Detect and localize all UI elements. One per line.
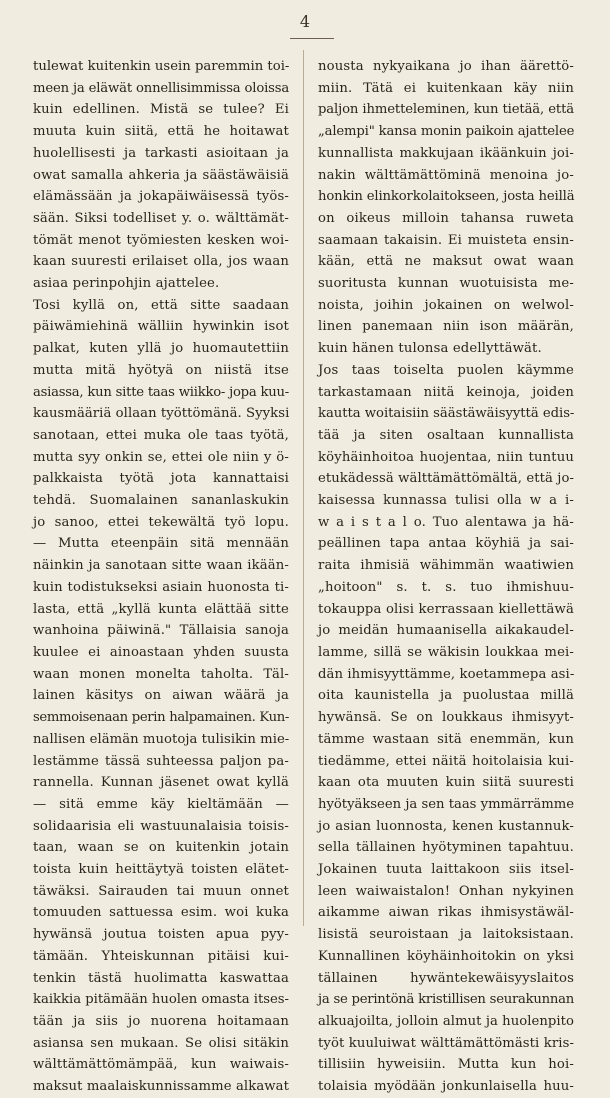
text-line: kaan ota muuten kuin siitä suuresti	[318, 775, 574, 791]
text-line: kaisessa kunnassa tulisi olla w a i-	[318, 493, 574, 509]
text-line: „alempi" kansa monin paikoin ajattelee	[318, 124, 575, 140]
text-line: kuin hänen tulonsa edellyttäwät.	[318, 341, 542, 357]
text-line: dän ihmisyyttämme, koetammepa asi-	[318, 666, 575, 682]
text-line: wanhoina päiwinä." Tällaisia sanoja	[33, 623, 289, 639]
text-line: mutta mitä hyötyä on niistä itse	[33, 362, 289, 378]
text-line: linen panemaan niin ison määrän,	[318, 319, 574, 335]
text-line: asiassa, kun sitte taas wiikko- jopa kuu-	[33, 384, 289, 400]
text-line: hywänsä joutua toisten apua pyy-	[33, 927, 289, 943]
text-line: tarkastamaan niitä keinoja, joiden	[318, 384, 574, 400]
text-line: tämään. Yhteiskunnan pitäisi kui-	[33, 948, 289, 964]
text-line: waan monen monelta taholta. Täl-	[33, 666, 289, 682]
text-line: lestämme tässä suhteessa paljon pa-	[33, 753, 289, 769]
text-line: kään, että ne maksut owat waan	[318, 254, 574, 270]
text-line: raita ihmisiä wähimmän waatiwien	[318, 558, 574, 574]
text-line: alkuajoilta, jolloin almut ja huolenpito	[318, 1013, 574, 1029]
text-line: saamaan takaisin. Ei muisteta ensin-	[318, 232, 574, 248]
text-line: kaikkia pitämään huolen omasta itses-	[33, 992, 289, 1008]
text-line: tolaisia myödään jonkunlaisella huu-	[318, 1079, 574, 1095]
page-number: 4	[299, 12, 311, 31]
text-line: leen waiwaistalon! Onhan nykyinen	[318, 883, 574, 899]
text-line: maksut maalaiskunnissamme alkawat	[33, 1079, 289, 1095]
text-line: nousta nykyaikana jo ihan äärettö-	[318, 59, 574, 74]
right-column	[318, 56, 574, 1098]
text-line: hyötyäkseen ja sen taas ymmärrämme	[318, 796, 574, 812]
text-line: asiaa perinpohjin ajattelee.	[33, 276, 220, 292]
text-line: nallisen elämän muotoja tulisikin mie-	[33, 731, 290, 747]
text-line: jo sanoo, ettei tekewältä työ lopu.	[33, 514, 289, 530]
text-line: miin. Tätä ei kuitenkaan käy niin	[318, 80, 574, 96]
text-line: täwäksi. Sairauden tai muun onnet	[33, 883, 289, 899]
text-line: taan, waan se on kuitenkin jotain	[33, 840, 289, 856]
text-line: köyhäinhoitoa huojentaa, niin tuntuu	[318, 449, 574, 465]
text-line: tehdä. Suomalainen sananlaskukin	[33, 493, 289, 509]
text-line: tomuuden sattuessa esim. woi kuka	[33, 905, 289, 921]
text-line: meen ja eläwät onnellisimmissa oloissa	[33, 80, 290, 96]
column-divider	[303, 50, 304, 926]
text-line: ja se perintönä kristillisen seurakunnan	[318, 992, 574, 1008]
text-line: tenkin tästä huolimatta kaswattaa	[33, 970, 289, 986]
text-line: kunnallista makkujaan ikäänkuin joi-	[318, 145, 574, 161]
text-line: sanotaan, ettei muka ole taas työtä,	[33, 427, 289, 443]
text-line: tämme wastaan sitä enemmän, kun	[318, 731, 574, 747]
text-line: „hoitoon" s. t. s. tuo ihmishuu-	[318, 579, 574, 595]
text-line: — sitä emme käy kieltämään —	[33, 796, 289, 812]
text-line: suoritusta kunnan wuotuisista me-	[318, 276, 574, 292]
text-line: näinkin ja sanotaan sitte waan ikään-	[33, 558, 289, 574]
text-line: päiwämiehinä wälliin hywinkin isot	[33, 319, 289, 335]
text-line: sään. Siksi todelliset y. o. wälttämät-	[33, 210, 289, 226]
text-line: wälttämättömämpää, kun waiwais-	[33, 1057, 289, 1073]
text-line: nakin wälttämättöminä menoina jo-	[318, 167, 574, 183]
text-line: honkin elinkorkolaitokseen, josta heillä	[318, 189, 575, 205]
text-line: noista, joihin jokainen on welwol-	[318, 297, 574, 313]
text-line: tokauppa olisi kerrassaan kiellettäwä	[318, 601, 574, 617]
text-line: aikamme aiwan rikas ihmisystäwäl-	[318, 905, 574, 921]
text-line: jo meidän humaanisella aikakaudel-	[318, 623, 574, 639]
text-line: tiedämme, ettei näitä hoitolaisia kui-	[318, 753, 574, 769]
text-line: tillisiin hyweisiin. Mutta kun hoi-	[318, 1057, 574, 1073]
text-line: lamme, sillä se wäkisin loukkaa mei-	[318, 644, 574, 660]
text-line: Jokainen tuuta laittakoon siis itsel-	[318, 862, 574, 878]
text-line: palkat, kuten yllä jo huomautettiin	[33, 341, 289, 357]
header-rule	[290, 38, 334, 39]
text-line: tään ja siis jo nuorena hoitamaan	[33, 1013, 289, 1029]
text-line: kuulee ei ainoastaan yhden suusta	[33, 644, 289, 660]
text-line: sella tällainen hyötyminen tapahtuu.	[318, 840, 574, 856]
text-line: lisistä seuroistaan ja laitoksistaan.	[318, 927, 574, 943]
text-line: kuin edellinen. Mistä se tulee? Ei	[33, 102, 289, 118]
text-line: kausmääriä ollaan työttömänä. Syyksi	[33, 406, 290, 422]
text-line: muuta kuin siitä, että he hoitawat	[33, 124, 289, 140]
text-line: semmoisenaan perin halpamainen. Kun-	[33, 710, 289, 726]
text-line: palkkaista työtä jota kannattaisi	[33, 471, 289, 487]
text-line: asiansa sen mukaan. Se olisi sitäkin	[33, 1035, 289, 1051]
text-line: kautta woitaisiin säästäwäisyyttä edis-	[318, 406, 575, 422]
text-line: w a i s t a l o. Tuo alentawa ja hä-	[318, 514, 574, 530]
text-line: tää ja siten osaltaan kunnallista	[318, 427, 574, 443]
text-line: lainen käsitys on aiwan wäärä ja	[33, 688, 289, 704]
text-line: toista kuin heittäytyä toisten elätet-	[33, 862, 289, 878]
text-line: owat samalla ahkeria ja säästäwäisiä	[33, 167, 289, 183]
text-line: lasta, että „kyllä kunta elättää sitte	[33, 601, 289, 617]
text-line: mutta syy onkin se, ettei ole niin y ö-	[33, 449, 289, 465]
text-line: tulewat kuitenkin usein paremmin toi-	[33, 59, 290, 74]
text-line: peällinen tapa antaa köyhiä ja sai-	[318, 536, 574, 552]
text-line: elämässään ja jokapäiwäisessä työs-	[33, 189, 289, 205]
text-line: — Mutta eteenpäin sitä mennään	[33, 536, 289, 552]
text-line: tällainen hywäntekewäisyyslaitos	[318, 970, 574, 986]
text-line: rannella. Kunnan jäsenet owat kyllä	[33, 775, 289, 791]
text-line: paljon ihmetteleminen, kun tietää, että	[318, 102, 574, 118]
text-line: etukädessä wälttämättömältä, että jo-	[318, 471, 574, 487]
text-line: on oikeus milloin tahansa ruweta	[318, 210, 574, 226]
text-line: Jos taas toiselta puolen käymme	[318, 362, 574, 378]
text-line: tömät menot työmiesten kesken woi-	[33, 232, 289, 248]
text-line: oita kaunistella ja puolustaa millä	[318, 688, 574, 704]
text-line: työt kuuluiwat wälttämättömästi kris-	[318, 1035, 574, 1051]
text-line: kaan suuresti erilaiset olla, jos waan	[33, 254, 289, 270]
text-line: hywänsä. Se on loukkaus ihmisyyt-	[318, 710, 574, 726]
text-line: jo asian luonnosta, kenen kustannuk-	[318, 818, 574, 834]
text-line: Kunnallinen köyhäinhoitokin on yksi	[318, 948, 574, 964]
text-line: solidaarisia eli wastuunalaisia toisis-	[33, 818, 289, 834]
text-line: huolellisesti ja tarkasti asioitaan ja	[33, 145, 289, 161]
text-line: Tosi kyllä on, että sitte saadaan	[33, 297, 289, 313]
left-column	[33, 56, 289, 1098]
text-line: kuin todistukseksi asiain huonosta ti-	[33, 579, 289, 595]
